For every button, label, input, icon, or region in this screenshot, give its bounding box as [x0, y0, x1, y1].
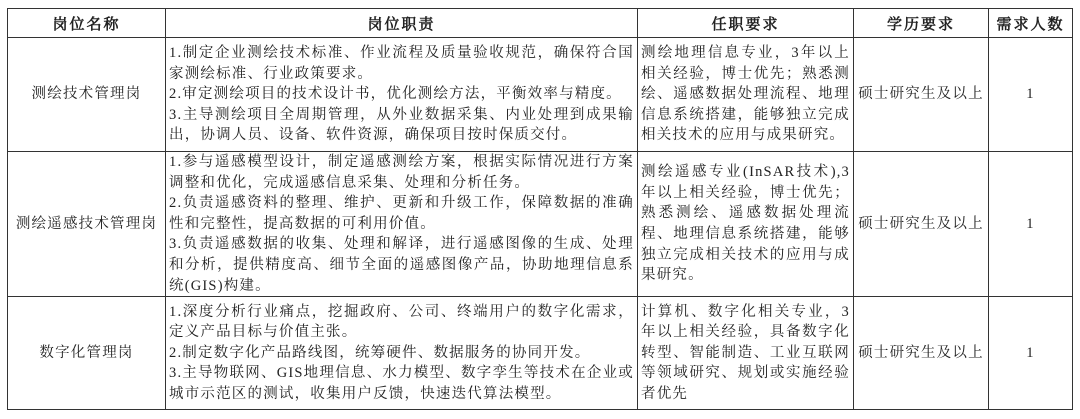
table-row: [8, 297, 1073, 410]
headcount: 1: [989, 297, 1073, 410]
position-requirements: 测绘遥感专业(InSAR技术),3年以上相关经验，博士优先；熟悉测绘、遥感数据处理流程、地理信息系统搭建，能够独立完成相关技术的应用与成果研究。: [638, 152, 854, 297]
duty-item: 3.主导物联网、GIS地理信息、水力模型、数字孪生等技术在企业或城市示范区的测试，收集用户反馈，快速迭代算法模型。: [169, 365, 634, 403]
duty-item: 2.审定测绘项目的技术设计书，优化测绘方法，平衡效率与精度。: [169, 86, 622, 103]
position-duties: [166, 38, 638, 152]
education-requirement: 硕士研究生及以上: [854, 152, 989, 297]
header-headcount: 需求人数: [989, 9, 1073, 38]
position-duties: [166, 297, 638, 410]
position-duties: [166, 152, 638, 297]
education-requirement: 硕士研究生及以上: [854, 38, 989, 152]
position-requirements: 计算机、数字化相关专业，3年以上相关经验，具备数字化转型、智能制造、工业互联网等领域研究、规划或实施经验者优先: [638, 297, 854, 410]
headcount: 1: [989, 38, 1073, 152]
education-requirement: 硕士研究生及以上: [854, 297, 989, 410]
table-row: [8, 38, 1073, 152]
table-row: [8, 152, 1073, 297]
header-education: 学历要求: [854, 9, 989, 38]
duty-item: 3.主导测绘项目全周期管理，从外业数据采集、内业处理到成果输出，协调人员、设备、软件资源，确保项目按时保质交付。: [169, 106, 634, 144]
position-requirements: 测绘地理信息专业，3年以上相关经验，博士优先；熟悉测绘、遥感数据处理流程、地理信息系统搭建，能够独立完成相关技术的应用与成果研究。: [638, 38, 854, 152]
job-positions-table: [7, 8, 1073, 410]
position-name: 测绘遥感技术管理岗: [8, 152, 166, 297]
header-position-name: 岗位名称: [8, 9, 166, 38]
headcount: 1: [989, 152, 1073, 297]
header-duties: 岗位职责: [166, 9, 638, 38]
header-requirements: 任职要求: [638, 9, 854, 38]
duty-item: 1.参与遥感模型设计，制定遥感测绘方案，根据实际情况进行方案调整和优化，完成遥感信息采集、处理和分析任务。: [169, 154, 634, 191]
duty-item: 1.深度分析行业痛点，挖掘政府、公司、终端用户的数字化需求，定义产品目标与价值主张。: [169, 303, 634, 341]
header-row: [8, 9, 1073, 38]
duty-item: 2.负责遥感资料的整理、维护、更新和升级工作，保障数据的准确性和完整性，提高数据的可利用价值。: [169, 195, 634, 232]
duty-item: 3.负责遥感数据的收集、处理和解译，进行遥感图像的生成、处理和分析，提供精度高、细节全面的遥感图像产品，协助地理信息系统(GIS)构建。: [169, 236, 634, 294]
duty-item: 1.制定企业测绘技术标准、作业流程及质量验收规范，确保符合国家测绘标准、行业政策要求。: [169, 45, 634, 82]
position-name: 数字化管理岗: [8, 297, 166, 410]
duty-item: 2.制定数字化产品路线图，统筹硬件、数据服务的协同开发。: [169, 344, 591, 361]
position-name: 测绘技术管理岗: [8, 38, 166, 152]
